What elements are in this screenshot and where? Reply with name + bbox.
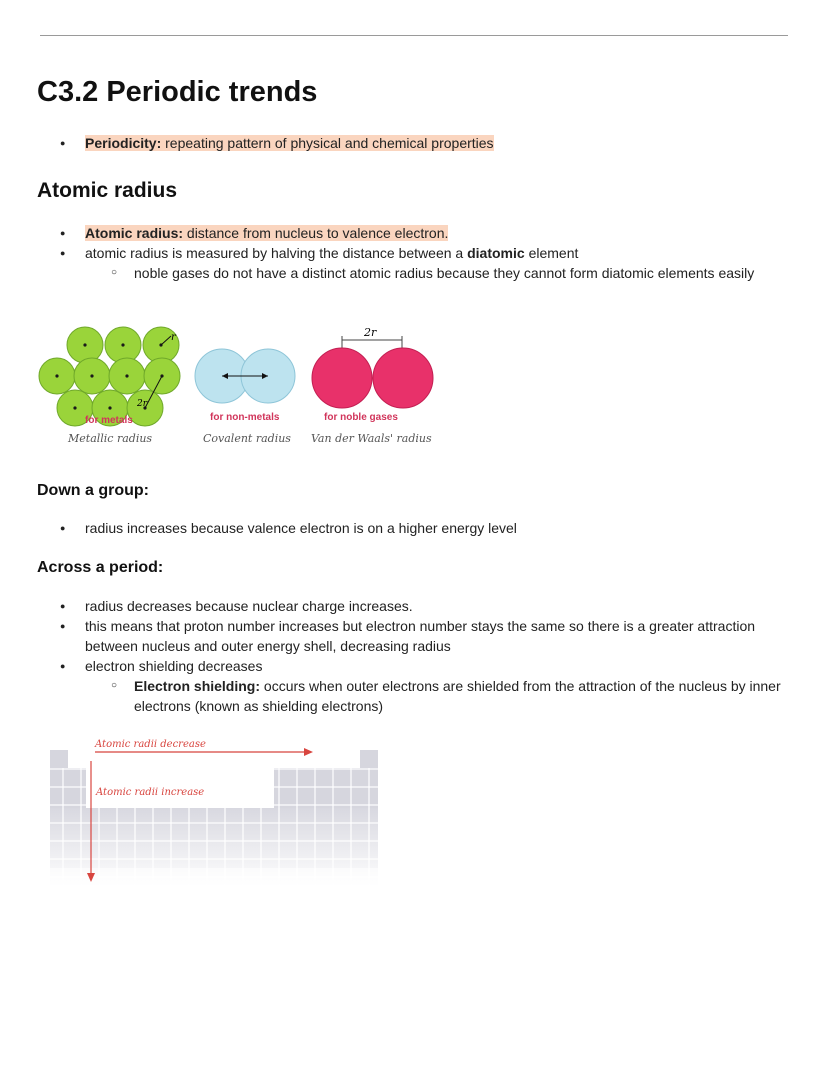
noble-atom bbox=[312, 348, 372, 408]
list-item: ○ noble gases do not have a distinct atomic radius because they cannot form diatomic elements easily bbox=[0, 263, 784, 283]
atomic-radius-sublist bbox=[0, 263, 784, 283]
highlight: Periodicity: repeating pattern of physical and chemical properties bbox=[85, 135, 494, 151]
down-group-list bbox=[0, 518, 785, 538]
list-item: ○ Electron shielding: occurs when outer electrons are shielded from the attraction of the nucleus by inner electrons (known as shielding electrons) bbox=[0, 676, 784, 716]
label-noble-gases: for noble gases bbox=[324, 412, 398, 423]
radius-types-figure bbox=[30, 322, 450, 452]
list-item: ● radius increases because valence electron is on a higher energy level bbox=[0, 518, 785, 538]
noble-gas-pair bbox=[312, 336, 433, 408]
section-heading-down-group: Down a group: bbox=[37, 482, 149, 499]
periodic-table-outline bbox=[50, 750, 378, 888]
periodic-trend-figure bbox=[45, 733, 385, 888]
label-non-metals: for non-metals bbox=[210, 412, 280, 423]
shielding-sublist bbox=[0, 676, 784, 716]
across-period-list bbox=[0, 596, 785, 676]
metallic-lattice bbox=[39, 327, 180, 426]
r-mark: r bbox=[171, 332, 176, 343]
list-item bbox=[0, 133, 785, 153]
top-divider bbox=[40, 35, 788, 36]
section-heading-across-period: Across a period: bbox=[37, 559, 164, 576]
page-title: C3.2 Periodic trends bbox=[37, 76, 318, 108]
list-item: ● atomic radius is measured by halving the distance between a diatomic element bbox=[0, 243, 785, 263]
list-item: ● this means that proton number increases but electron number stays the same so there is a greater attraction between nucleus and outer energy shell, decreasing radius bbox=[0, 616, 785, 656]
caption-covalent: Covalent radius bbox=[203, 432, 291, 445]
label-metals: for metals bbox=[85, 415, 133, 426]
highlight: Atomic radius: distance from nucleus to valence electron. bbox=[85, 225, 449, 241]
2r-mark-noble: 2r bbox=[364, 326, 377, 339]
list-item: ● radius decreases because nuclear charge increases. bbox=[0, 596, 785, 616]
atomic-radius-list bbox=[0, 223, 785, 263]
list-item bbox=[0, 223, 785, 243]
list-item: ● electron shielding decreases bbox=[0, 656, 785, 676]
noble-atom bbox=[373, 348, 433, 408]
caption-van-der-waals: Van der Waals' radius bbox=[311, 432, 432, 445]
covalent-molecule bbox=[195, 349, 295, 403]
decrease-label: Atomic radii decrease bbox=[95, 739, 206, 750]
section-heading-atomic-radius: Atomic radius bbox=[37, 179, 178, 202]
increase-label: Atomic radii increase bbox=[96, 787, 205, 798]
decrease-arrow-head bbox=[304, 748, 313, 756]
intro-list bbox=[0, 133, 785, 153]
caption-metallic: Metallic radius bbox=[68, 432, 153, 445]
2r-mark-metal: 2r bbox=[137, 399, 148, 409]
